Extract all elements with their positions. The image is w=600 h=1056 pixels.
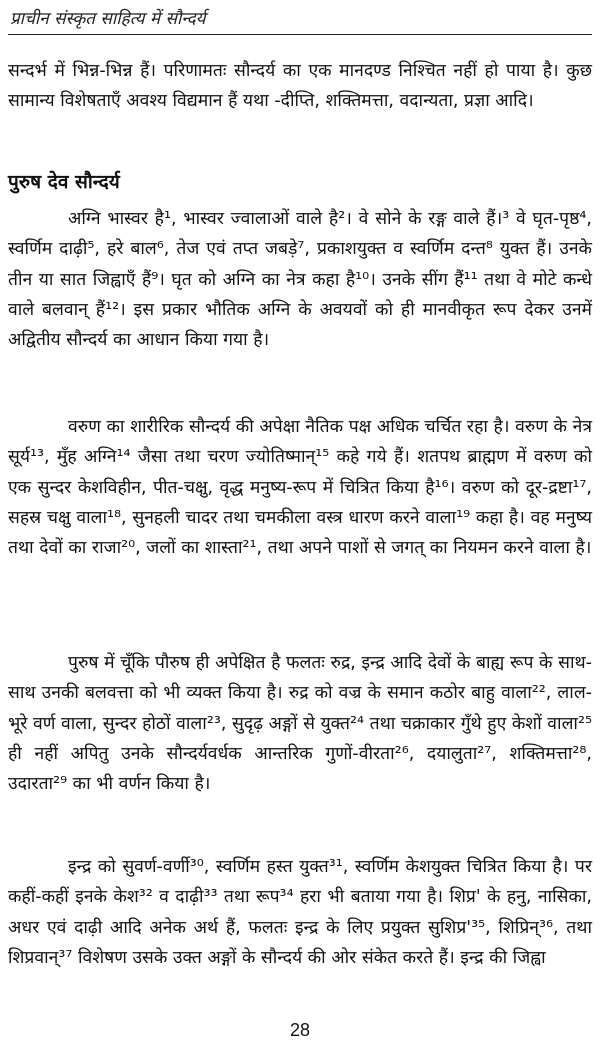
paragraph-rudra: पुरुष में चूँकि पौरुष ही अपेक्षित है फलतः रुद्र, इन्द्र आदि देवों के बाह्य रूप के साथ-साथ उनकी बलवत्ता को भी व्यक्त किया है। रुद्र को वज्र के समान कठोर बाहु वाला²², लाल-भूरे वर्ण वाला, सुन्दर होठों वाला²³, सुदृढ़ अङ्गों से युक्त²⁴ तथा चक्राकार गुँथे हुए केशों वाला²⁵ ही नहीं अपितु उनके सौन्दर्यवर्धक आन्तरिक गुणों-वीरता²⁶, दयालुता²⁷, शक्तिमत्ता²⁸, उदारता²⁹ का भी वर्णन किया है। [8,653,592,795]
section-heading: पुरुष देव सौन्दर्य [8,171,120,193]
paragraph-agni: अग्नि भास्वर है¹, भास्वर ज्वालाओं वाले है²। वे सोने के रङ्ग वाले हैं।³ वे घृत-पृष्ठ⁴, स्वर्णिम दाढ़ी⁵, हरे बाल⁶, तेज एवं तप्त जबड़े⁷, प्रकाशयुक्त व स्वर्णिम दन्त⁸ युक्त हैं। उनके तीन या सात जिह्वाएँ हैं⁹। घृत को अग्नि का नेत्र कहा है¹⁰। उनके सींग हैं¹¹ तथा वे मोटे कन्धे वाले बलवान् हैं¹²। इस प्रकार भौतिक अग्नि के अवयवों को ही मानवीकृत रूप देकर उनमें अद्वितीय सौन्दर्य का आधान किया गया है। [8,209,592,351]
running-header: प्राचीन संस्कृत साहित्य में सौन्दर्य [10,9,206,29]
paragraph-varuna: वरुण का शारीरिक सौन्दर्य की अपेक्षा नैतिक पक्ष अधिक चर्चित रहा है। वरुण के नेत्र सूर्य¹³, मुँह अग्नि¹⁴ जैसा तथा चरण ज्योतिष्मान्¹⁵ कहे गये हैं। शतपथ ब्राह्मण में वरुण को एक सुन्दर केशविहीन, पीत-चक्षु, वृद्ध मनुष्य-रूप में चित्रित किया है¹⁶। वरुण को दूर-द्रष्टा¹⁷, सहस्र चक्षु वाला¹⁸, सुनहली चादर तथा चमकीला वस्त्र धारण करने वाला¹⁹ कहा है। वह मनुष्य तथा देवों का राजा²⁰, जलों का शास्ता²¹, तथा अपने पाशों से जगत् का नियमन करने वाला है। [8,417,592,559]
header-rule [8,34,592,35]
page-number: 28 [289,1020,311,1040]
intro-paragraph: सन्दर्भ में भिन्न-भिन्न हैं। परिणामतः सौन्दर्य का एक मानदण्ड निश्चित नहीं हो पाया है। कुछ सामान्य विशेषताएँ अवश्य विद्यमान हैं यथा -दीप्ति, शक्तिमत्ता, वदान्यता, प्रज्ञा आदि। [8,61,592,112]
paragraph-indra: इन्द्र को सुवर्ण-वर्णी³⁰, स्वर्णिम हस्त युक्त³¹, स्वर्णिम केशयुक्त चित्रित किया है। पर कहीं-कहीं इनके केश³² व दाढ़ी³³ तथा रूप³⁴ हरा भी बताया गया है। शिप्र' के हनु, नासिका, अधर एवं दाढ़ी आदि अनेक अर्थ हैं, फलतः इन्द्र के लिए प्रयुक्त सुशिप्र'³⁵, शिप्रिन्³⁶, तथा शिप्रवान्³⁷ विशेषण उसके उक्त अङ्गों के सौन्दर्य की ओर संकेत करते हैं। इन्द्र की जिह्वा [8,857,592,968]
